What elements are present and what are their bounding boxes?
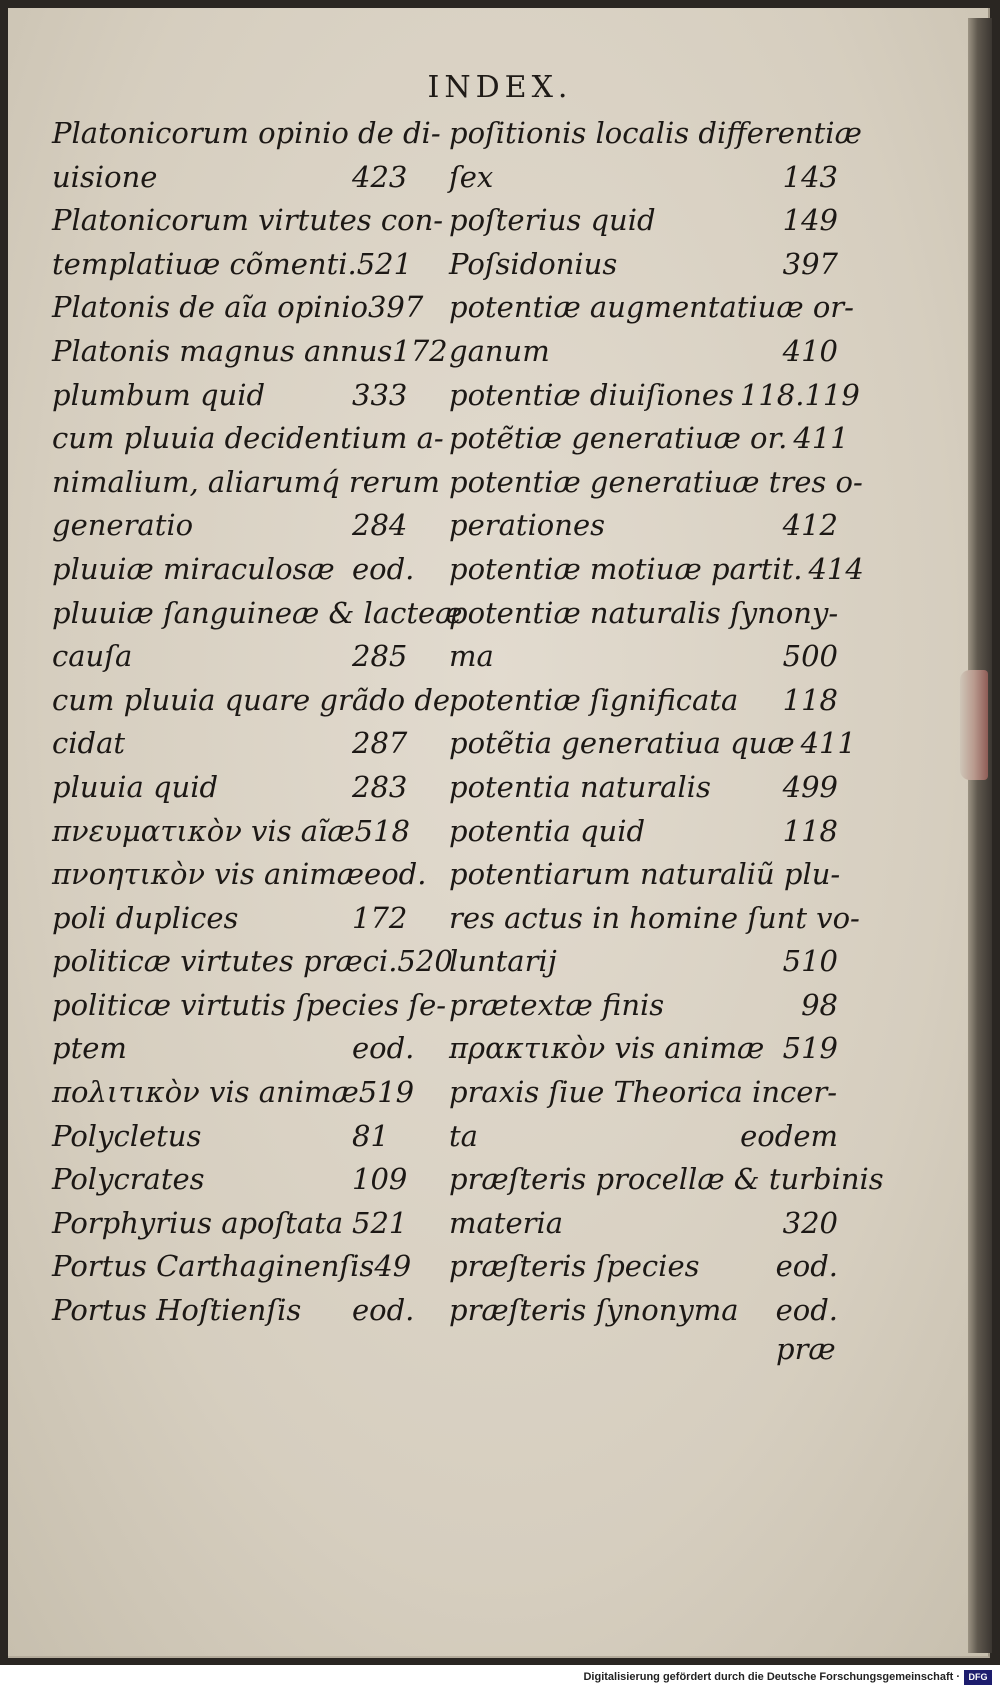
index-entry: potentiæ diuiſiones 118.119 bbox=[449, 377, 860, 412]
index-entry: pluuiæ ſanguineæ & lacteæ bbox=[52, 595, 463, 630]
index-entry: nimalium, aliarumq́ rerum bbox=[52, 464, 440, 499]
index-entry: uisione 423 bbox=[52, 159, 408, 194]
index-entry: Porphyrius apoſtata 521 bbox=[52, 1205, 408, 1240]
index-entry: pluuiæ miraculosæ eod. bbox=[52, 551, 415, 586]
index-entry: potentiæ naturalis ſynony- bbox=[449, 595, 839, 630]
index-entry: ganum 410 bbox=[449, 333, 838, 368]
page-title: INDEX. bbox=[427, 70, 573, 105]
digitization-credit: Digitalisierung gefördert durch die Deutsche Forschungsgemeinschaft · bbox=[583, 1671, 960, 1683]
index-entry: potentiæ generatiuæ tres o- bbox=[449, 464, 863, 499]
index-entry: potẽtia generatiua quæ 411 bbox=[449, 726, 856, 761]
index-entry: res actus in homine ſunt vo- bbox=[449, 900, 860, 935]
index-entry: prætextæ finis 98 bbox=[449, 987, 838, 1022]
index-entry: perationes 412 bbox=[449, 508, 838, 543]
index-entry: ma 500 bbox=[449, 639, 838, 674]
index-entry: potentiarum naturaliũ plu- bbox=[449, 857, 841, 892]
index-entry: potentiæ motiuæ partit. 414 bbox=[449, 551, 864, 586]
index-entry: Platonis de aĩa opinio 397 bbox=[52, 290, 424, 325]
index-entry: potẽtiæ generatiuæ or. 411 bbox=[449, 421, 849, 456]
index-entry: praxis ſiue Theorica incer- bbox=[449, 1075, 838, 1110]
index-entry: politicæ virtutis ſpecies ſe- bbox=[52, 987, 447, 1022]
index-entry: cauſa 285 bbox=[52, 639, 408, 674]
index-entry: cidat 287 bbox=[52, 726, 408, 761]
index-entry: potentia quid 118 bbox=[449, 813, 838, 848]
index-entry: luntarij 510 bbox=[449, 944, 838, 979]
index-entry: Portus Carthaginenſis 49 bbox=[52, 1249, 412, 1284]
index-entry: πρακτικὸν vis animæ 519 bbox=[449, 1031, 838, 1066]
index-entry: præſteris ſynonyma eod. bbox=[449, 1293, 838, 1328]
footer-strip bbox=[0, 1665, 1000, 1693]
right-index-column bbox=[449, 112, 884, 1333]
index-entry: Platonis magnus annus 172 bbox=[52, 333, 448, 368]
catchword: præ bbox=[776, 1332, 836, 1366]
index-entry: politicæ virtutes præci. 520 bbox=[52, 944, 453, 979]
index-entry: Polycletus 81 bbox=[52, 1118, 389, 1153]
index-entry: ptem eod. bbox=[52, 1031, 415, 1066]
page-fore-edge bbox=[968, 18, 992, 1653]
index-entry: πνοητικὸν vis animæ eod. bbox=[52, 857, 427, 892]
index-entry: Platonicorum virtutes con- bbox=[52, 203, 444, 238]
index-entry: ſex 143 bbox=[449, 159, 838, 194]
index-entry: ta eodem bbox=[449, 1118, 838, 1153]
index-entry: Polycrates 109 bbox=[52, 1162, 408, 1197]
index-entry: potentia naturalis 499 bbox=[449, 769, 838, 804]
index-entry: πνευματικὸν vis aĩæ 518 bbox=[52, 813, 410, 848]
index-entry: Platonicorum opinio de di- bbox=[52, 116, 441, 150]
index-entry: præſteris procellæ & turbinis bbox=[449, 1162, 884, 1197]
index-entry: potentiæ ſignificata 118 bbox=[449, 682, 838, 717]
index-entry: cum pluuia decidentium a- bbox=[52, 421, 444, 456]
index-entry: πολιτικὸν vis animæ 519 bbox=[52, 1075, 415, 1110]
index-entry: generatio 284 bbox=[52, 508, 408, 543]
index-entry: cum pluuia quare grãdo de bbox=[52, 682, 451, 717]
left-index-column bbox=[52, 112, 463, 1333]
index-entry: materia 320 bbox=[449, 1205, 838, 1240]
index-entry: plumbum quid 333 bbox=[52, 377, 408, 412]
bookmark-tab bbox=[960, 670, 988, 780]
index-entry: pluuia quid 283 bbox=[52, 769, 408, 804]
index-entry: templatiuæ cõmenti. 521 bbox=[52, 246, 413, 281]
index-entry: poli duplices 172 bbox=[52, 900, 408, 935]
index-entry: præſteris ſpecies eod. bbox=[449, 1249, 838, 1284]
index-entry: potentiæ augmentatiuæ or- bbox=[449, 290, 854, 325]
index-entry: poſitionis localis differentiæ bbox=[449, 116, 862, 150]
index-entry: poſterius quid 149 bbox=[449, 203, 838, 238]
index-entry: Portus Hoſtienſis eod. bbox=[52, 1293, 415, 1328]
dfg-logo-icon: DFG bbox=[964, 1670, 992, 1685]
index-entry: Poſsidonius 397 bbox=[449, 246, 838, 281]
